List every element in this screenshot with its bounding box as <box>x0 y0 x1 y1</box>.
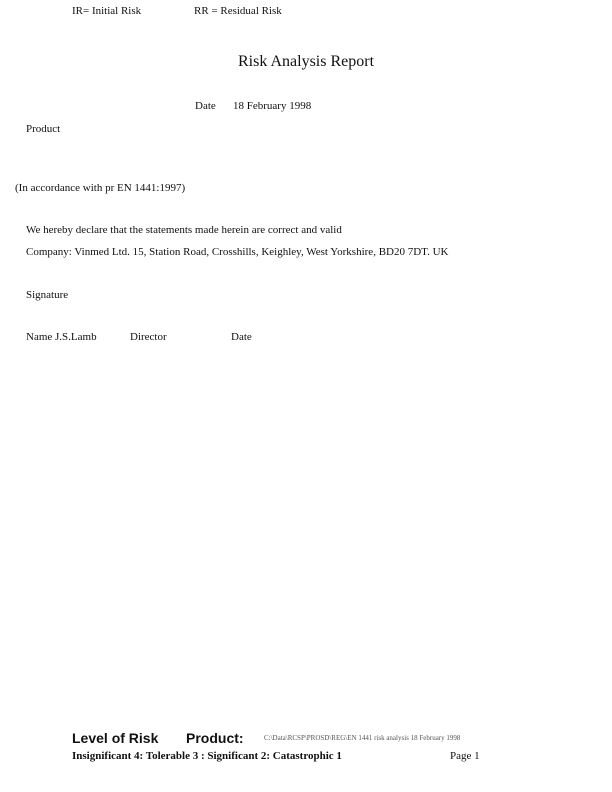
declaration-statement: We hereby declare that the statements made herein are correct and valid <box>26 224 342 236</box>
footer-page-number: Page 1 <box>450 750 480 762</box>
standard-reference: (In accordance with pr EN 1441:1997) <box>15 182 186 194</box>
report-title: Risk Analysis Report <box>238 53 375 70</box>
company-address: Company: Vinmed Ltd. 15, Station Road, Crosshills, Keighley, West Yorkshire, BD20 7DT. UK <box>26 246 449 258</box>
product-label: Product <box>26 123 61 135</box>
footer-product-label: Product: <box>186 730 244 746</box>
risk-legend-ir: IR= Initial Risk <box>72 5 142 17</box>
date-value: 18 February 1998 <box>233 100 312 112</box>
signatory-name: Name J.S.Lamb <box>26 331 97 343</box>
signatory-role: Director <box>130 331 167 343</box>
risk-legend-rr: RR = Residual Risk <box>194 5 282 17</box>
date-label: Date <box>195 100 216 112</box>
footer-risk-levels: Insignificant 4: Tolerable 3 : Significant 2: Catastrophic 1 <box>72 750 342 762</box>
footer-level-of-risk: Level of Risk <box>72 730 159 746</box>
signature-date-label: Date <box>231 331 252 343</box>
footer-file-path: C:\Data\RCSP\PROSD\REG\EN 1441 risk analysis 18 February 1998 <box>264 734 461 742</box>
signature-label: Signature <box>26 289 69 301</box>
